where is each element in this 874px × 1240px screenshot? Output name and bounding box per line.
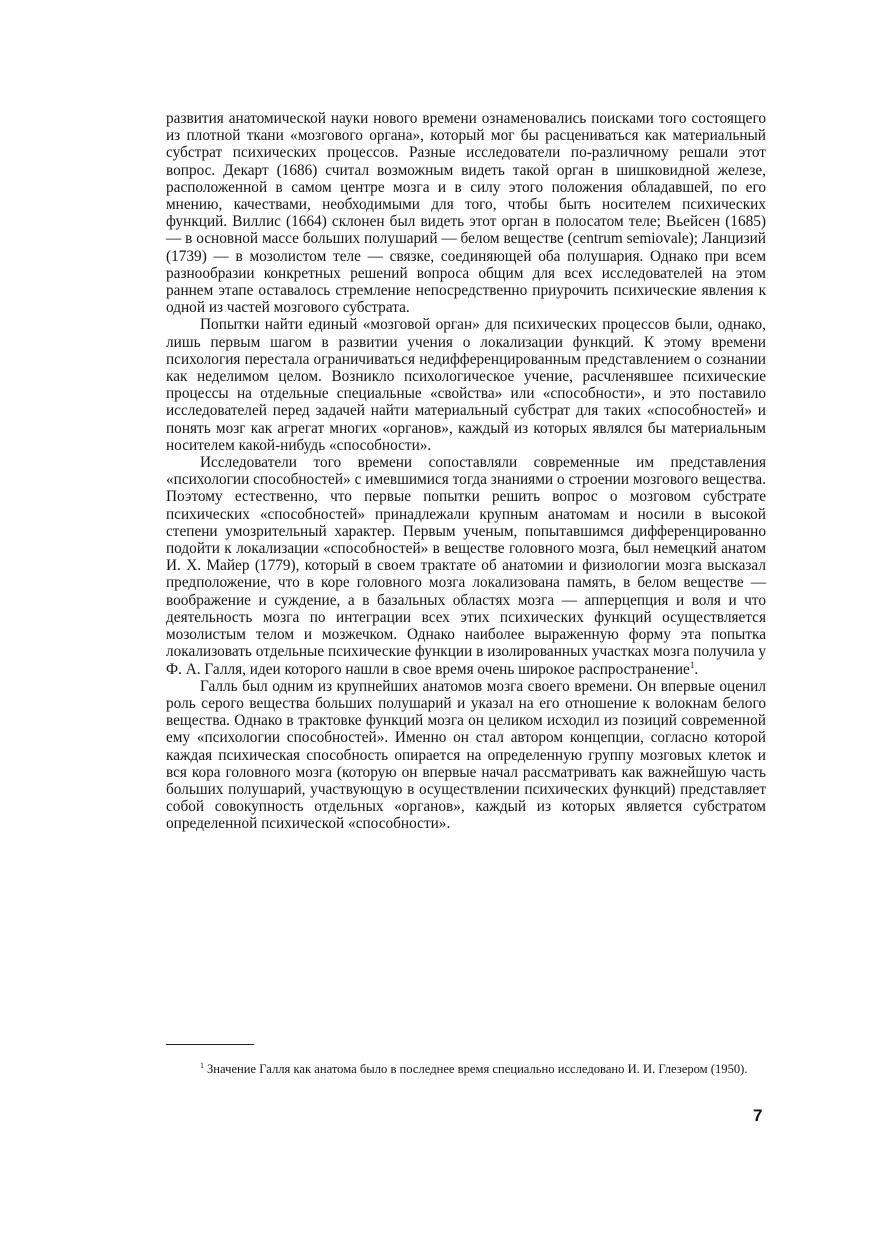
paragraph-3-end: . [694,660,699,678]
footnote-divider [166,1044,254,1045]
paragraph-4: Галль был одним из крупнейших анатомов мозга своего времени. Он впервые оценил роль серого вещества больших полушарий и указал на его отношение к волокнам белого вещества. Однако в трактовке функций мозга он целиком исходил из позиций современной ему «психологии способностей». Именно он стал автором концепции, согласно которой каждая психическая способность опирается на определенную группу мозговых клеток и вся кора головного мозга (которую он впервые начал рассматривать как важнейшую часть больших полушарий, участвующую в осуществлении психических функций) представляет собой совокупность отдельных «органов», каждый из которых является субстратом определенной психической «способности». [166,677,766,833]
footnote-mark: 1 [200,1060,204,1070]
page-body [166,110,766,833]
paragraph-1: развития анатомической науки нового времени ознаменовались поисками того состоящего из плотной ткани «мозгового органа», который мог бы расцениваться как материальный субстрат психических процессов. Разные исследователи по-различному решали этот вопрос. Декарт (1686) считал возможным видеть такой орган в шишковидной железе, расположенной в самом центре мозга и в силу этого положения обладавшей, по его мнению, качествами, необходимыми для того, чтобы быть носителем психических функций. Виллис (1664) склонен был видеть этот орган в полосатом теле; Вьейсен (1685) — в основной массе больших полушарий — белом веществе (centrum semiovale); Ланцизий (1739) — в мозолистом теле — связке, соединяющей оба полушария. Однако при всем разнообразии конкретных решений вопроса общим для всех исследователей на этом раннем этапе оставалось стремление непосредственно приурочить психические явления к одной из частей мозгового субстрата. [166,110,766,317]
paragraph-2: Попытки найти единый «мозговой орган» для психических процессов были, однако, лишь первым шагом в развитии учения о локализации функций. К этому времени психология перестала ограничиваться недифференцированным представлением о сознании как неделимом целом. Возникло психологическое учение, расчленявшее психические процессы на отдельные специальные «свойства» или «способности», и это поставило исследователей перед задачей найти материальный субстрат для таких «способностей» и понять мозг как агрегат многих «органов», каждый из которых являлся бы материальным носителем какой-нибудь «способности». [166,316,766,454]
paragraph-3-text: Исследователи того времени сопоставляли современные им представления «психологии способностей» с имевшимися тогда знаниями о строении мозгового вещества. Поэтому естественно, что первые попытки решить вопрос о мозговом субстрате психических «способностей» принадлежали крупным анатомам и носили в высокой степени умозрительный характер. Первым ученым, попытавшимся дифференцированно подойти к локализации «способностей» в веществе головного мозга, был немецкий анатом И. Х. Майер (1779), который в своем трактате об анатомии и физиологии мозга высказал предположение, что в коре головного мозга локализована память, в белом веществе — воображение и суждение, а в базальных областях мозга — апперцепция и воля и что деятельность мозга по интеграции всех этих психических функций осуществляется мозолистым телом и мозжечком. Однако наиболее выраженную форму эта попытка локализовать отдельные психические функции в изолированных участках мозга получила у Ф. А. Галля, идеи которого нашли в свое время очень широкое распространение [166,454,766,678]
paragraph-3 [166,454,766,678]
footnote-reference: 1 [689,659,695,670]
page-number: 7 [753,1106,763,1125]
footnote [166,1062,766,1077]
footnote-text: Значение Галля как анатома было в последнее время специально исследовано И. И. Глезером (1950). [207,1062,748,1076]
